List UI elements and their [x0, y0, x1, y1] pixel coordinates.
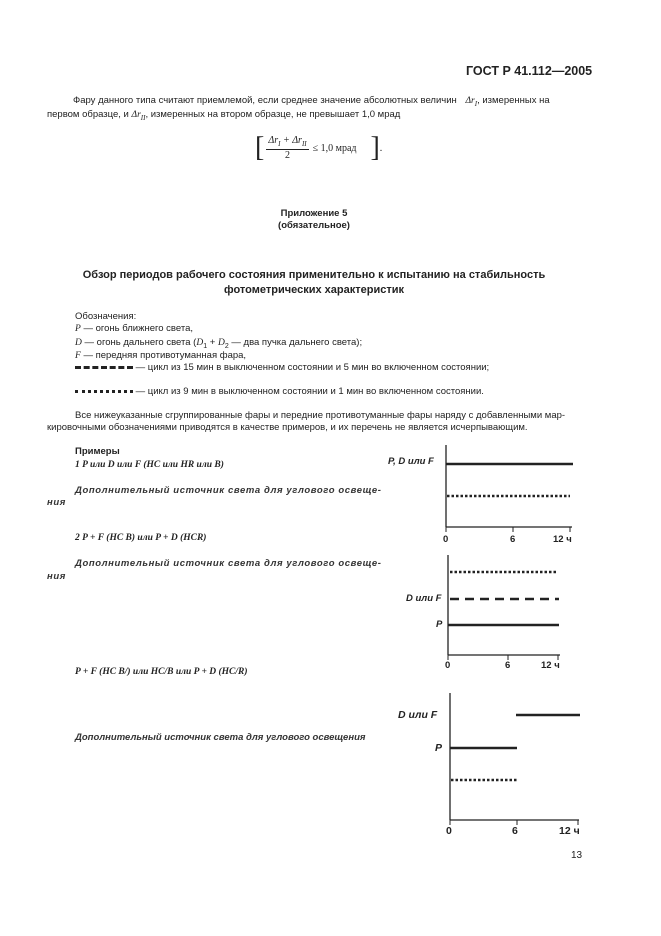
document-header: ГОСТ Р 41.112—2005 — [466, 64, 593, 78]
formula-relation: ≤ 1,0 мрад — [312, 142, 357, 154]
intro-text-1b: , измеренных на — [477, 95, 550, 106]
example-2-additional: Дополнительный источник света для углового освеще- — [75, 558, 382, 569]
chart-3-tick-label-12: 12 ч — [559, 825, 580, 837]
examples-heading: Примеры — [75, 446, 120, 457]
delta-r2-symbol: $\Delta r_{II}$ — [131, 110, 146, 122]
example-1-additional: Дополнительный источник света для углового освеще- — [75, 485, 382, 496]
example-3-additional: Дополнительный источник света для углового освещения — [75, 732, 366, 743]
example-2-additional-cont: ния — [47, 571, 66, 582]
formula: [ $\Delta r_I + \Delta r_{II}$ 2 ≤ 1,0 мрад ] . — [255, 132, 383, 163]
legend-d: D — огонь дальнего света ($D_1 + D_2$ — два пучка дальнего света); — [75, 337, 363, 350]
intro-text-1a: Фару данного типа считают приемлемой, если среднее значение абсолютных величин — [73, 95, 457, 106]
example-1-title: 1 P или D или F (HC или HR или B) — [75, 460, 224, 470]
chart-2 — [380, 552, 590, 664]
chart-2-tick-label-0: 0 — [445, 660, 451, 671]
dashed-line-sample — [75, 366, 133, 369]
section-title-line-1: Обзор периодов рабочего состояния применительно к испытанию на стабильность — [82, 269, 546, 281]
note-line-1: Все нижеуказанные сгруппированные фары и передние противотуманные фары наряду с добавленными мар- — [75, 410, 566, 421]
formula-denominator: 2 — [284, 150, 290, 161]
page-number: 13 — [571, 850, 583, 861]
intro-line-2 — [47, 108, 607, 125]
note-line-2: кировочными обозначениями приводятся в качестве примеров, и их перечень не является исчерпывающим. — [47, 422, 528, 433]
dotted-line-sample — [75, 390, 133, 393]
chart-3-label-d-or-f: D или F — [398, 709, 438, 721]
chart-1-tick-label-6: 6 — [510, 534, 516, 545]
formula-trail: . — [379, 142, 383, 154]
intro-text-2a: первом образце, и — [47, 109, 129, 120]
legend-heading: Обозначения: — [75, 311, 137, 322]
chart-3-tick-label-6: 6 — [512, 825, 518, 837]
legend-dot: — цикл из 9 мин в выключенном состоянии и 1 мин во включенном состоянии. — [75, 385, 484, 399]
chart-1-tick-label-0: 0 — [443, 534, 449, 545]
legend-dash: — цикл из 15 мин в выключенном состоянии и 5 мин во включенном состоянии; — [75, 361, 489, 375]
chart-2-tick-label-6: 6 — [505, 660, 511, 671]
example-3-title: P + F (HC B/) или HC/B или P + D (HC/R) — [75, 667, 248, 677]
legend-p: P — огонь ближнего света, — [75, 323, 194, 334]
chart-3-label-p: P — [435, 742, 443, 754]
delta-r1-symbol: $\Delta r_I$ — [465, 96, 478, 108]
chart-2-label-d-or-f: D или F — [406, 593, 442, 604]
annex-title: Приложение 5 — [280, 208, 348, 219]
chart-3-tick-label-0: 0 — [446, 825, 452, 837]
section-title-line-2: фотометрических характеристик — [224, 284, 404, 296]
chart-2-tick-label-12: 12 ч — [541, 660, 560, 671]
chart-1-tick-label-12: 12 ч — [553, 534, 572, 545]
example-1-additional-cont: ния — [47, 497, 66, 508]
formula-numerator: $\Delta r_I + \Delta r_{II}$ — [268, 135, 307, 148]
intro-text-2b: , измеренных на втором образце, не превышает 1,0 мрад — [145, 109, 401, 120]
annex-status: (обязательное) — [278, 220, 350, 231]
legend-f: F — передняя противотуманная фара, — [75, 350, 247, 361]
chart-2-label-p: P — [436, 619, 443, 630]
example-2-title: 2 P + F (HC B) или P + D (HCR) — [75, 533, 207, 543]
chart-1-label-p-d-f: P, D или F — [388, 456, 434, 467]
